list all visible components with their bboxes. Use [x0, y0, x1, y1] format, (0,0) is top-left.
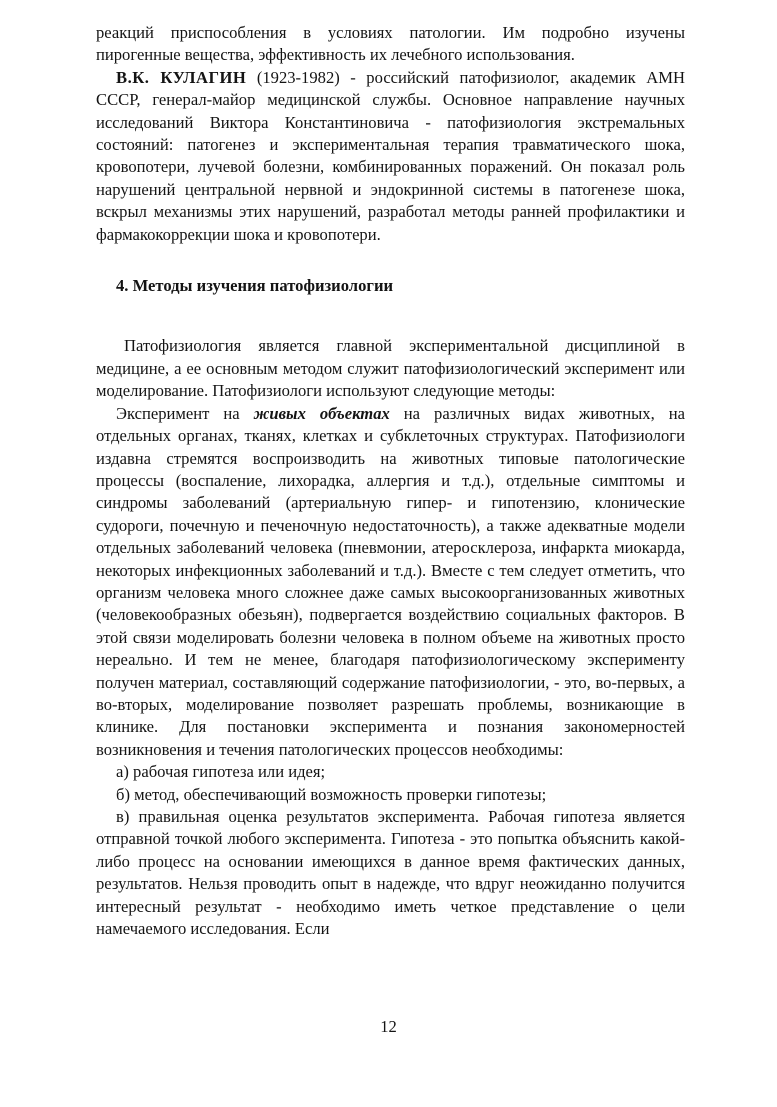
list-item-b: б) метод, обеспечивающий возможность проверки гипотезы; — [116, 784, 547, 804]
paragraph-experiment-body: на различных видах животных, на отдельных органах, тканях, клетках и субклеточных структурах. Патофизиологи издавна стремятся воспроизводить на животных типовые патологические процессы (воспаление, лихорадка, аллергия и т.д.), отдельные симптомы и синдромы заболеваний (артериальную гипер- и гипотензию, клонические судороги, почечную и печеночную недостаточность), а также адекватные модели отдельных заболеваний человека (пневмонии, атеросклероза, инфаркта миокарда, некоторых инфекционных заболеваний и т.д.). Вместе с тем следует отметить, что организм человека много сложнее даже самых высокоорганизованных животных (человекообразных обезьян), подвергается воздействию социальных факторов. В этой связи моделировать болезни человека в полном объеме на животных просто нереально. И тем не менее, благодаря патофизиологическому эксперименту получен материал, составляющий содержание патофизиологии, - это, во-первых, а во-вторых, моделирование позволяет разрешать проблемы, возникающие в клинике. Для постановки эксперимента и познания закономерностей возникновения и течения патологических процессов необходимы: — [96, 403, 685, 759]
section-heading: 4. Методы изучения патофизиологии — [116, 276, 394, 296]
list-item-c: в) правильная оценка результатов эксперимента. Рабочая гипотеза является отправной точкой любого эксперимента. Гипотеза - это попытка объяснить какой-либо процесс на основании имеющихся в данное время фактических данных, результатов. Нельзя проводить опыт в надежде, что вдруг неожиданно получится интересный результат - необходимо иметь четкое представление о цели намечаемого исследования. Если — [96, 807, 685, 939]
paragraph-kulagin — [96, 67, 685, 246]
person-name: В.К. КУЛАГИН — [116, 67, 247, 87]
list-item-a: а) рабочая гипотеза или идея; — [116, 762, 326, 782]
emphasis-term: живых объектах — [253, 403, 390, 423]
paragraph-kulagin-text: (1923-1982) - российский патофизиолог, академик АМН СССР, генерал-майор медицинской службы. Основное направление научных исследований Виктора Константиновича - патофизиология экстремальных состояний: патогенез и экспериментальная терапия травматического шока, кровопотери, лучевой болезни, комбинированных поражений. Он показал роль нарушений центральной нервной и эндокринной системы в патогенезе шока, вскрыл механизмы этих нарушений, разработал методы ранней профилактики и фармакокоррекции шока и кровопотери. — [96, 67, 685, 244]
page-number: 12 — [380, 1017, 397, 1036]
paragraph-intro: Патофизиология является главной экспериментальной дисциплиной в медицине, а ее основным методом служит патофизиологический эксперимент или моделирование. Патофизиологи используют следующие методы: — [96, 336, 685, 401]
paragraph-experiment-lead: Эксперимент на — [116, 403, 254, 423]
paragraph-experiment — [96, 403, 685, 762]
paragraph-continuation: реакций приспособления в условиях патологии. Им подробно изучены пирогенные вещества, эффективность их лечебного использования. — [96, 23, 685, 65]
